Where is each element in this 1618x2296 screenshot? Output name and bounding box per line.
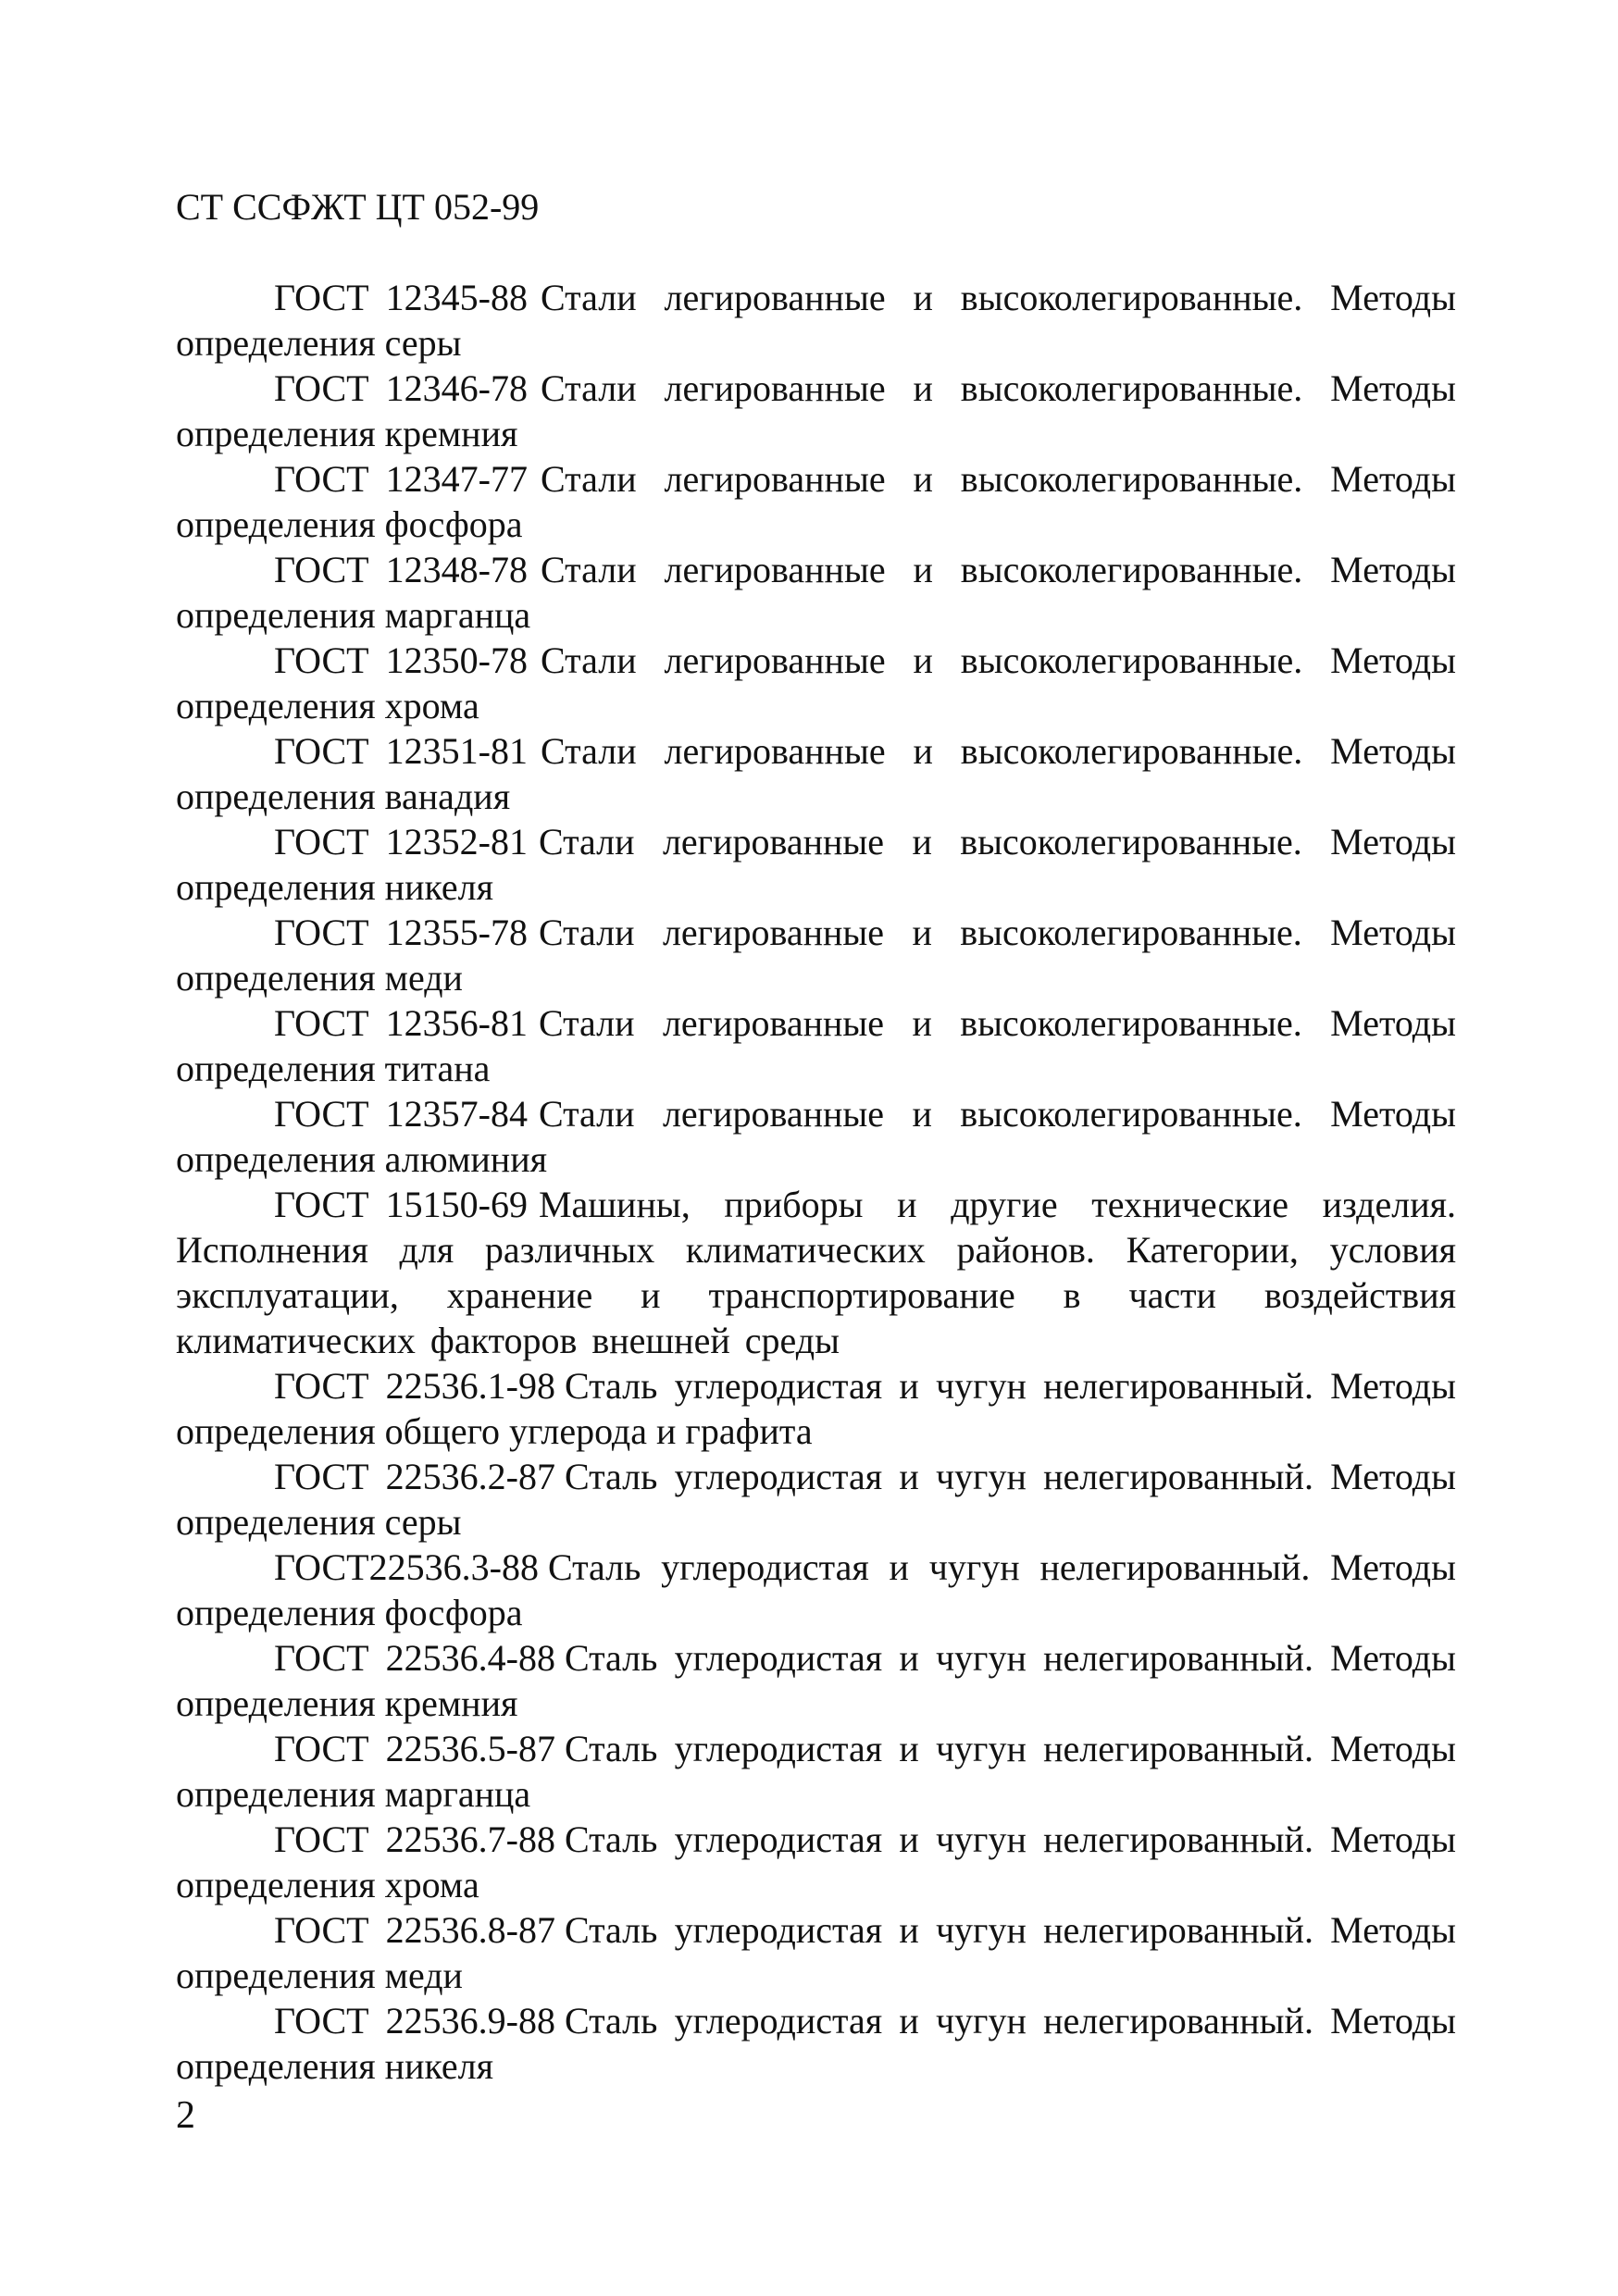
standard-title: Сталь углеродистая и чугун нелегированный. Методы определения общего углерода и графита bbox=[176, 1365, 1456, 1452]
reference-entry bbox=[176, 1182, 1456, 1363]
standard-code: ГОСТ 22536.9-88 bbox=[274, 2000, 555, 2042]
standard-code: ГОСТ 22536.2-87 bbox=[274, 1456, 555, 1497]
reference-entry bbox=[176, 728, 1456, 819]
reference-entry bbox=[176, 366, 1456, 456]
reference-entry bbox=[176, 819, 1456, 910]
standard-code: ГОСТ 22536.5-87 bbox=[274, 1728, 555, 1769]
standard-code: ГОСТ 12357-84 bbox=[274, 1093, 528, 1135]
standard-title: Сталь углеродистая и чугун нелегированный. Методы определения фосфора bbox=[176, 1546, 1456, 1633]
standard-code: ГОСТ 22536.1-98 bbox=[274, 1365, 555, 1407]
standard-title: Машины, приборы и другие технические изделия. Исполнения для различных климатических районов. Категории, условия эксплуатации, хранение и транспортирование в части воздействия климатических факторов внешней среды bbox=[176, 1184, 1456, 1361]
normative-references-list bbox=[176, 275, 1456, 2089]
reference-entry bbox=[176, 1363, 1456, 1454]
standard-title: Стали легированные и высоколегированные. Методы определения кремния bbox=[176, 367, 1456, 454]
standard-code: ГОСТ 22536.4-88 bbox=[274, 1637, 555, 1679]
page-number: 2 bbox=[176, 2094, 195, 2137]
standard-code: ГОСТ 12355-78 bbox=[274, 912, 528, 953]
standard-code: ГОСТ 12350-78 bbox=[274, 639, 528, 681]
standard-title: Стали легированные и высоколегированные. Методы определения никеля bbox=[176, 821, 1456, 908]
document-code-header: СТ ССФЖТ ЦТ 052-99 bbox=[176, 186, 540, 228]
reference-entry bbox=[176, 1545, 1456, 1635]
standard-code: ГОСТ 12347-77 bbox=[274, 458, 528, 500]
standard-code: ГОСТ 12348-78 bbox=[274, 549, 528, 590]
reference-entry bbox=[176, 1817, 1456, 1907]
standard-code: ГОСТ 12345-88 bbox=[274, 277, 528, 318]
reference-entry bbox=[176, 638, 1456, 728]
standard-code: ГОСТ22536.3-88 bbox=[274, 1546, 539, 1588]
reference-entry bbox=[176, 456, 1456, 547]
reference-entry bbox=[176, 1091, 1456, 1182]
reference-entry bbox=[176, 1907, 1456, 1998]
standard-code: ГОСТ 22536.8-87 bbox=[274, 1909, 555, 1951]
standard-title: Сталь углеродистая и чугун нелегированный. Методы определения серы bbox=[176, 1456, 1456, 1543]
standard-code: ГОСТ 12356-81 bbox=[274, 1002, 528, 1044]
standard-code: ГОСТ 12346-78 bbox=[274, 367, 528, 409]
standard-title: Стали легированные и высоколегированные. Методы определения ванадия bbox=[176, 730, 1456, 817]
reference-entry bbox=[176, 275, 1456, 366]
standard-title: Сталь углеродистая и чугун нелегированный. Методы определения марганца bbox=[176, 1728, 1456, 1815]
reference-entry bbox=[176, 1000, 1456, 1091]
standard-title: Стали легированные и высоколегированные. Методы определения фосфора bbox=[176, 458, 1456, 545]
standard-code: ГОСТ 12352-81 bbox=[274, 821, 528, 863]
standard-title: Стали легированные и высоколегированные. Методы определения марганца bbox=[176, 549, 1456, 636]
reference-entry bbox=[176, 1998, 1456, 2089]
standard-code: ГОСТ 22536.7-88 bbox=[274, 1818, 555, 1860]
standard-title: Стали легированные и высоколегированные. Методы определения меди bbox=[176, 912, 1456, 999]
standard-title: Сталь углеродистая и чугун нелегированный. Методы определения меди bbox=[176, 1909, 1456, 1996]
standard-title: Сталь углеродистая и чугун нелегированный. Методы определения никеля bbox=[176, 2000, 1456, 2087]
reference-entry bbox=[176, 1454, 1456, 1545]
standard-code: ГОСТ 15150-69 bbox=[274, 1184, 528, 1225]
standard-title: Сталь углеродистая и чугун нелегированный. Методы определения кремния bbox=[176, 1637, 1456, 1724]
standard-code: ГОСТ 12351-81 bbox=[274, 730, 528, 772]
reference-entry bbox=[176, 910, 1456, 1000]
standard-title: Стали легированные и высоколегированные. Методы определения алюминия bbox=[176, 1093, 1456, 1180]
standard-title: Стали легированные и высоколегированные. Методы определения серы bbox=[176, 277, 1456, 364]
reference-entry bbox=[176, 1726, 1456, 1817]
reference-entry bbox=[176, 1635, 1456, 1726]
standard-title: Стали легированные и высоколегированные. Методы определения титана bbox=[176, 1002, 1456, 1089]
standard-title: Сталь углеродистая и чугун нелегированный. Методы определения хрома bbox=[176, 1818, 1456, 1905]
standard-title: Стали легированные и высоколегированные. Методы определения хрома bbox=[176, 639, 1456, 726]
reference-entry bbox=[176, 547, 1456, 638]
